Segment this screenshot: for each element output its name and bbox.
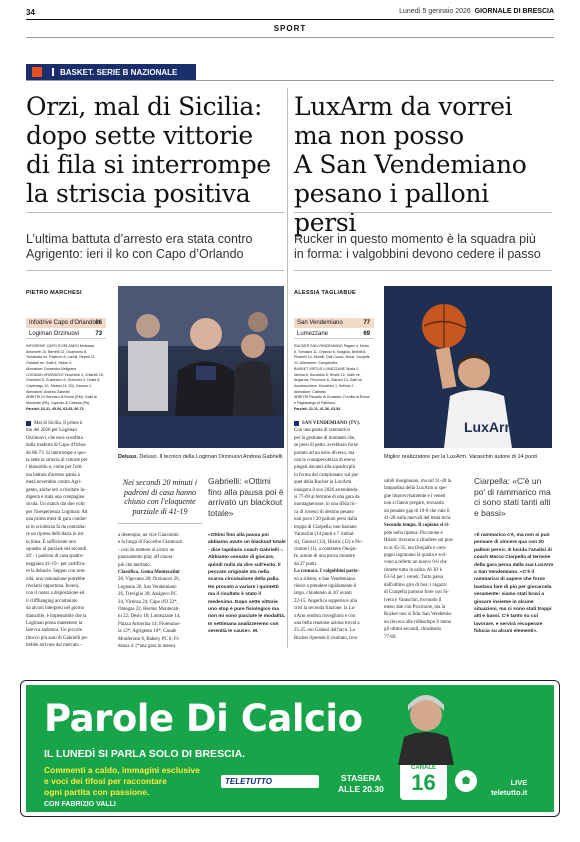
- body-line: Logiman possa mantenere la: [26, 620, 83, 626]
- right-deck: [294, 232, 556, 262]
- left-headline-line: di fila si interrompe: [26, 150, 271, 179]
- body-line: una prima metà di gara condot-: [26, 517, 88, 523]
- box-line: Gardani ne, Gatti 4, Sinion 4.: [26, 361, 73, 366]
- body-line: to al 45-35, ma Onojaife e com-: [384, 545, 447, 551]
- body-line: ca di rovesci di destino pesano: [294, 509, 354, 515]
- section-label: SPORT: [273, 24, 307, 33]
- soccer-ball-icon: [454, 769, 478, 793]
- kicker-square-icon: [32, 67, 42, 77]
- body-line: nità, una valutazione potrebbe: [26, 576, 85, 582]
- body-line: Classifica. Gema Montecatini: [118, 570, 180, 576]
- body-line: Con una punta di rammarico: [294, 428, 350, 434]
- body-line: pagni ingranano la quarta e scri-: [384, 553, 448, 559]
- right-boxscore: [294, 344, 378, 412]
- body-line: 28, Vigevano 28; Orzinuovi 26,: [118, 577, 180, 583]
- right-byline-rule: [294, 270, 552, 271]
- body-line: meno due con Piccinone, ma la: [384, 604, 446, 610]
- right-photo: [384, 286, 552, 448]
- player-photo-illustration: [384, 286, 552, 448]
- score-team: Infodrive Capo d’Orlando: [29, 319, 96, 326]
- body-line: re la debacle. Seppur con sere-: [26, 569, 87, 575]
- body-line: 41-28 sullo mervall del metà tichi.: [384, 516, 452, 522]
- body-line: crisi la seconda frazione. la Lu-: [294, 606, 356, 612]
- left-photo: [118, 286, 284, 448]
- box-line: Tarrabotta ne, Palermo 8, Lauriti, Nepeti 21: [26, 355, 95, 360]
- ad-line: e voci dei tifosi per raccontare: [44, 776, 167, 786]
- right-deck-line: Rucker in questo momento è la squadra più: [294, 232, 536, 246]
- host-photo-illustration: [386, 685, 466, 765]
- box-line: LOGIMAN ORZINUOVI Vecchietti 4, Chiarelli 15,: [26, 372, 104, 377]
- body-line: sicula. Un match dai due volti: [26, 502, 85, 508]
- body-line: fe, autore di una prova monstre: [294, 554, 356, 560]
- svg-text:LuxArm: LuxArm: [464, 419, 517, 435]
- box-line: RUCKER SAN VENDEMIANO Pagani 4, Motin: [294, 344, 369, 348]
- section-rule: [26, 37, 554, 38]
- ad-airtime: [338, 773, 384, 795]
- body-line: 26, Treviglio 28; Assigeco PC: [118, 592, 177, 598]
- box-line: Azzaroschiere, Dondmini 1, Keiliniz 2.: [294, 383, 355, 388]
- body-line: inaugura il suo 2026 arrendendo-: [294, 487, 359, 493]
- right-headline: [294, 92, 556, 237]
- body-line: squadro al parziale dei secondi: [26, 546, 87, 552]
- box-line: Pisarelli 14, Murelli, Dall Cucco, Bussi, Onojaife: [294, 355, 370, 360]
- body-line: Omegna 22, Herons Montecati-: [118, 607, 180, 613]
- body-line: trebbe arrivare dal mercato -: [26, 643, 82, 649]
- body-line: rivelarsi opportuna. Invero,: [26, 583, 80, 589]
- body-line: pete nella ripresa: Piccinone e: [384, 530, 443, 536]
- box-line: Allenatore: Andrea Gabrielli: [26, 389, 70, 394]
- body-line: truppa di Ciarpella; non bastano: [294, 524, 357, 530]
- right-photo-caption: Miglior realizzatore per la LuxArm. Varaschin autore di 14 punti: [384, 454, 538, 460]
- body-line: una bella reazione aziona troval a: [294, 620, 360, 626]
- score-points: 73: [95, 330, 102, 337]
- right-byline: ALESSIA TAGLIABUE: [294, 290, 356, 296]
- box-line: 21. Allenatore: Campanella.: [294, 361, 339, 366]
- body-line: rimette tutto in salita. Al 30' è: [384, 567, 443, 573]
- body-line: do 86-73. Si interrompe a quo-: [26, 450, 87, 456]
- body-line: gne improvvisamente e i veneti: [384, 493, 446, 499]
- body-line: larevca andatura. Un piccolo: [26, 628, 83, 634]
- body-line: piegati davanti alla squadra più: [294, 465, 356, 471]
- body-line: SAN VENDEMIANO (TV).: [302, 421, 360, 426]
- body-line: gli ultimi secondi, chiudendo: [384, 627, 442, 633]
- ad-title: Parole Di Calcio: [44, 697, 363, 740]
- box-line: Caverzago 10, Stefani 14, 20), Cassan 4: [26, 383, 91, 388]
- body-line: re un ripresa deficitaria in tut-: [26, 532, 85, 538]
- left-score-row: [26, 318, 106, 328]
- body-line: non poco i 20 palloni persi dalla: [294, 517, 358, 523]
- right-quote-title: Ciarpella: «C'è un po' di rammarico ma ci sono stati tanti alti e bassi»: [474, 476, 551, 518]
- live-link[interactable]: [491, 778, 527, 798]
- left-deck-line: Agrigento: ieri il ko con Capo d’Orlando: [26, 247, 244, 261]
- body-line: lvera e Varaschin, trovando il: [384, 597, 442, 603]
- left-score-row: [26, 329, 106, 339]
- left-deck-line: L’ultima battuta d’arresto era stata contro: [26, 232, 253, 246]
- body-line: a desempio, un vice Giacomini: [118, 533, 179, 538]
- kicker-rule: [26, 80, 554, 81]
- body-line: ta linea. È sufficiente uno: [26, 539, 77, 545]
- ad-line: Commenti a caldo, immagini esclusive: [44, 765, 200, 775]
- score-points: 69: [363, 330, 370, 337]
- body-line: Rucker non si fida. San Vendemia-: [384, 612, 453, 618]
- body-line: ta sette la striscia di vittorie per: [26, 458, 88, 464]
- box-line: Parziali: 23-31, 45-54, 63-65, 86-73: [26, 406, 84, 411]
- body-line: dall'ultimo giro di boa: i ragazzi: [384, 582, 447, 588]
- ad-line: ogni partita con passione.: [44, 787, 150, 797]
- body-line: ma battuta d'arresto patita a: [26, 472, 80, 478]
- live-label: LIVE: [510, 778, 528, 787]
- header-dateline: [399, 8, 554, 15]
- coach-photo-illustration: [118, 286, 284, 448]
- body-line: Monferrato 6, Bakery PC 6; Fi-: [118, 636, 180, 642]
- ad-host: CON FABRIZIO VALLI: [44, 801, 116, 808]
- right-score-row: [294, 329, 374, 339]
- header-rule: [26, 19, 554, 20]
- body-line: per la gestione di momenti che,: [294, 435, 356, 441]
- page-header: [0, 0, 580, 60]
- right-body-col1: [294, 420, 376, 642]
- body-line: sabili insegnuono, ma sul 31-28 la: [384, 479, 452, 484]
- body-line: riesce a prendere rapidamente il: [294, 583, 357, 589]
- teletutto-logo: TELETUTTO: [221, 775, 319, 788]
- body-line: 25-25 con Galassi dall'arco. La: [294, 628, 355, 634]
- body-line: 24, Vicenza 24; Capo d'O 22*,: [118, 599, 178, 605]
- body-line: La cronaca. I valgobbini parto-: [294, 569, 360, 575]
- body-line: Piazza Armerina 14; Fiorenzuo-: [118, 621, 181, 627]
- header-date: Lunedì 5 gennaio 2026: [399, 8, 471, 15]
- caption-text: Deluso. Il tecnico della Logiman Orzinuovi Andrea Gabrielli: [139, 454, 283, 460]
- left-body-col2: [118, 532, 202, 651]
- kicker-label: BASKET. SERIE B NAZIONALE: [60, 68, 178, 77]
- left-byline: PIETRO MARCHESI: [26, 290, 82, 296]
- caption-lead: Deluso.: [118, 454, 138, 460]
- ad-banner[interactable]: [26, 685, 554, 812]
- score-team: San Vendemiano: [297, 319, 343, 326]
- left-headline-line: la striscia positiva: [26, 179, 251, 208]
- box-line: BASKET VIRTUS LUMEZZANE Spata 2,: [294, 366, 360, 371]
- box-line: Monreale (PA), Capriolo di Catania (PA).: [26, 401, 91, 406]
- box-line: Idemia 6, Sozaiddo 8, Hristic 12, Gallii ne,: [294, 372, 361, 377]
- box-line: Allenatore: Domenico Bellgrami: [26, 366, 77, 371]
- body-line: no rievoca alle ridleodopo il meno: [384, 619, 452, 625]
- body-line: denza 4. (*una gara in meno).: [118, 644, 177, 650]
- right-score-row: [294, 318, 374, 328]
- right-body-col2: [384, 478, 466, 641]
- right-headline-line: LuxArm da vorrei: [294, 92, 513, 121]
- body-line: ni 22; Desio 18; Lumezzane 14,: [118, 614, 181, 620]
- body-line: Legnano 26, San Vendemiano: [118, 584, 177, 590]
- body-line: dalla trasferta di Capo d'Orlan-: [26, 443, 87, 449]
- body-line: xArm sembra risvegliarsi e con: [294, 613, 356, 619]
- body-line: Mal di Sicilia. Il primo k: [34, 421, 83, 426]
- body-line: portato ad un esito diverso, ma: [294, 450, 355, 456]
- box-line: Guarnieri 8, Guariniero 9, Greenchi 5, Dekia 3,: [26, 378, 101, 383]
- body-line: gento, anche ieri a risultare in-: [26, 487, 86, 493]
- airtime-line: ALLE 20.30: [338, 784, 384, 794]
- body-line: e la lunga di Faccerbo Giannozzi: [118, 540, 183, 546]
- right-headline-line: ma non posso: [294, 121, 464, 150]
- body-line: la 12*; Agrigento 10*, Casale: [118, 629, 177, 635]
- body-line: per l'inesperienza Logiman: Ad: [26, 509, 88, 515]
- body-line: no a rilento, e San Vendemiano: [294, 576, 356, 582]
- ad-subtitle: IL LUNEDÌ SI PARLA SOLO DI BRESCIA.: [44, 748, 246, 760]
- body-line: non si fanno pregare, trovando: [384, 501, 444, 507]
- kicker-bar: [26, 64, 196, 80]
- left-quote-body: «Ottimi fino alla pausa poi abbiamo avuto un blackout totale - dice lapidario coach Gabrielli -. Abbiamo cessato di giocare, quindi nulla da dire sull'esito. Il peccato originale sta nella scarsa circolazione della palla. Ho provato a variare i quintetti ma il risultato è stato il medesimo. Dopo sette vittorie uno stop è pure fisiologico ma non mi sono piaciute le modalità. In settimana analizzeremo con serenità le cause». M.: [208, 533, 286, 635]
- body-line: si 77-69 al termine di una gara da: [294, 495, 360, 501]
- left-deck: [26, 232, 288, 262]
- body-line: 22-15. Angerlica sopperisce alla: [294, 598, 358, 604]
- box-line: 6, Tomasini 11, Orlando 6, Snagkia, Bellotti 8,: [294, 349, 367, 354]
- body-line: Secondo tempo. Il copione si ri-: [384, 523, 450, 529]
- body-line: Orzinuovi, che esce sconfitta: [26, 435, 83, 441]
- box-line: ARBITRI Di Gennaro di Roma (RM), Gallo di: [26, 395, 98, 400]
- body-line: un pesante gap di 10-0 che vale il: [384, 508, 450, 514]
- pull-rule: [118, 523, 202, 524]
- right-headline-line: A San Vendemiano: [294, 150, 527, 179]
- body-line: largo, chiudendo al 10' avanti: [294, 591, 352, 597]
- body-line: ritocco più anni di Gabrielli po-: [26, 635, 89, 641]
- score-points: 77: [363, 319, 370, 326]
- body-line: digesta è stata una compagine: [26, 495, 85, 501]
- header-paper: GIORNALE DI BRESCIA: [474, 8, 554, 15]
- score-points: 86: [95, 319, 102, 326]
- body-line: 63-54 per i veneti. Tutto passa: [384, 575, 444, 581]
- body-start-marker-icon: [26, 421, 31, 426]
- body-line: piazzamento play off sinora: [118, 555, 173, 561]
- body-line: montagnerusse: in una sfida ric-: [294, 502, 357, 508]
- body-line: con il roster a disposizione ed: [26, 591, 85, 597]
- body-line: metà novembre contro Agri-: [26, 480, 82, 486]
- body-line: 20' - i padroni di casa spadro-: [26, 554, 84, 560]
- box-line: Angarola, Pecorone 8, Galuzzi 13, Galli ne,: [294, 378, 363, 383]
- channel-badge: [400, 762, 447, 800]
- body-line: dianzitile, è impensabile che la: [26, 613, 87, 619]
- body-line: più che meritato.: [118, 562, 151, 568]
- body-line: 77-69.: [384, 634, 397, 640]
- body-line: - così da mettere al sicuro un: [118, 547, 175, 553]
- page-number: 34: [26, 8, 35, 17]
- body-line: zi), Galassi (13), Hristic (12) e Pic-: [294, 539, 363, 545]
- body-line: neggiano 41-19 - per cartifica-: [26, 561, 86, 567]
- body-line: il cliffhanging accumulato: [26, 598, 78, 604]
- left-headline-line: Orzi, mal di Sicilia:: [26, 92, 263, 121]
- box-line: INFODRIVE CAPO D'ORLANDO Moltrasio,: [26, 344, 96, 348]
- box-line: Parziali: 22-11, 41-36, 63-54.: [294, 406, 342, 411]
- body-line: di Ciarpella partono forte con Si-: [384, 590, 449, 596]
- score-team: Logiman Orzinuovi: [29, 330, 80, 337]
- body-line: con le consapevolezza di esersi: [294, 458, 356, 464]
- left-pull-quote: Nei secondi 20 minuti i padroni di casa hanno chiuso con l'eloquente parziale di 41-19: [122, 478, 198, 516]
- box-line: Antonietti 10, Bertetti 12, Guariniero 8,: [26, 349, 88, 354]
- body-line: quet della Rucker la LuxArm: [294, 480, 352, 486]
- left-headline: [26, 92, 288, 208]
- body-line: se presi di petto, avrebbero forse: [294, 443, 358, 449]
- box-line: e Pagliarango di Fabriano.: [294, 401, 337, 406]
- body-line: cionne (11), a contenere Onojai-: [294, 546, 358, 552]
- body-line: lampadina della LuxArm si spe-: [384, 486, 448, 492]
- left-byline-rule: [26, 270, 284, 271]
- body-line: Rucker riprende il risultato, tros-: [294, 635, 359, 641]
- left-photo-caption: [118, 454, 288, 461]
- airtime-line: STASERA: [340, 773, 381, 783]
- left-deck-rule: [26, 212, 284, 213]
- box-line: ARBITRI Pinsalto di Grosseto, Fornilia di Roma: [294, 395, 370, 400]
- left-quote-title: Gabrielli: «Ottimi fino alla pausa poi è arrivato un blackout totale»: [208, 476, 284, 518]
- right-headline-line: pesano i palloni persi: [294, 179, 489, 237]
- channel-label: CANALE: [411, 765, 436, 771]
- body-line: Hristic riescono a chiudere sul pun-: [384, 538, 454, 544]
- body-line: mo del 2026 per Logiman: [26, 428, 77, 434]
- body-line: vono a referto un nuovo 9-0 che: [384, 560, 447, 566]
- left-boxscore: [26, 344, 116, 412]
- live-url: teletutto.it: [491, 788, 528, 797]
- left-headline-line: dopo sette vittorie: [26, 121, 253, 150]
- right-deck-rule: [294, 212, 552, 213]
- body-line: ta in scioltezza fa da contralta-: [26, 524, 86, 530]
- score-team: Lumezzane: [297, 330, 329, 337]
- body-line: in forma del campionato: sul par-: [294, 472, 360, 478]
- body-line: i bianceblu e, come per l'ulti-: [26, 465, 84, 471]
- box-line: Allenatore: Ciabotta: [294, 389, 326, 394]
- body-line: da 27 punti.: [294, 561, 318, 567]
- right-deck-line: in forma: i valgobbini devono cedere il passo: [294, 247, 541, 261]
- body-line: da alcuni interpreti nel giorno: [26, 606, 85, 612]
- left-body-col1: [26, 420, 112, 650]
- body-start-marker-icon: [294, 421, 299, 426]
- right-quote-body: «Il rammarico c'è, ma non si può pensare di vincere qua con 20 palloni persi». È lucida l'analisi di coach Marco Ciarpella al termine della gara persa dalla sua LuxArm a San Vendemiano. «C'è il rammarico di sapere che forse bastava fare di più per giocarcela veramente: siamo stati bravi a giocare insieme in alcune situazioni, ma ci sono stati troppi alti e bassi. C'è tanto su cui lavorare, e servirà recuperare fiducia su alcuni elementi».: [474, 533, 554, 635]
- channel-number: 16: [411, 770, 436, 795]
- body-line: Varaschin (14 punti e 7 rimbal-: [294, 532, 355, 538]
